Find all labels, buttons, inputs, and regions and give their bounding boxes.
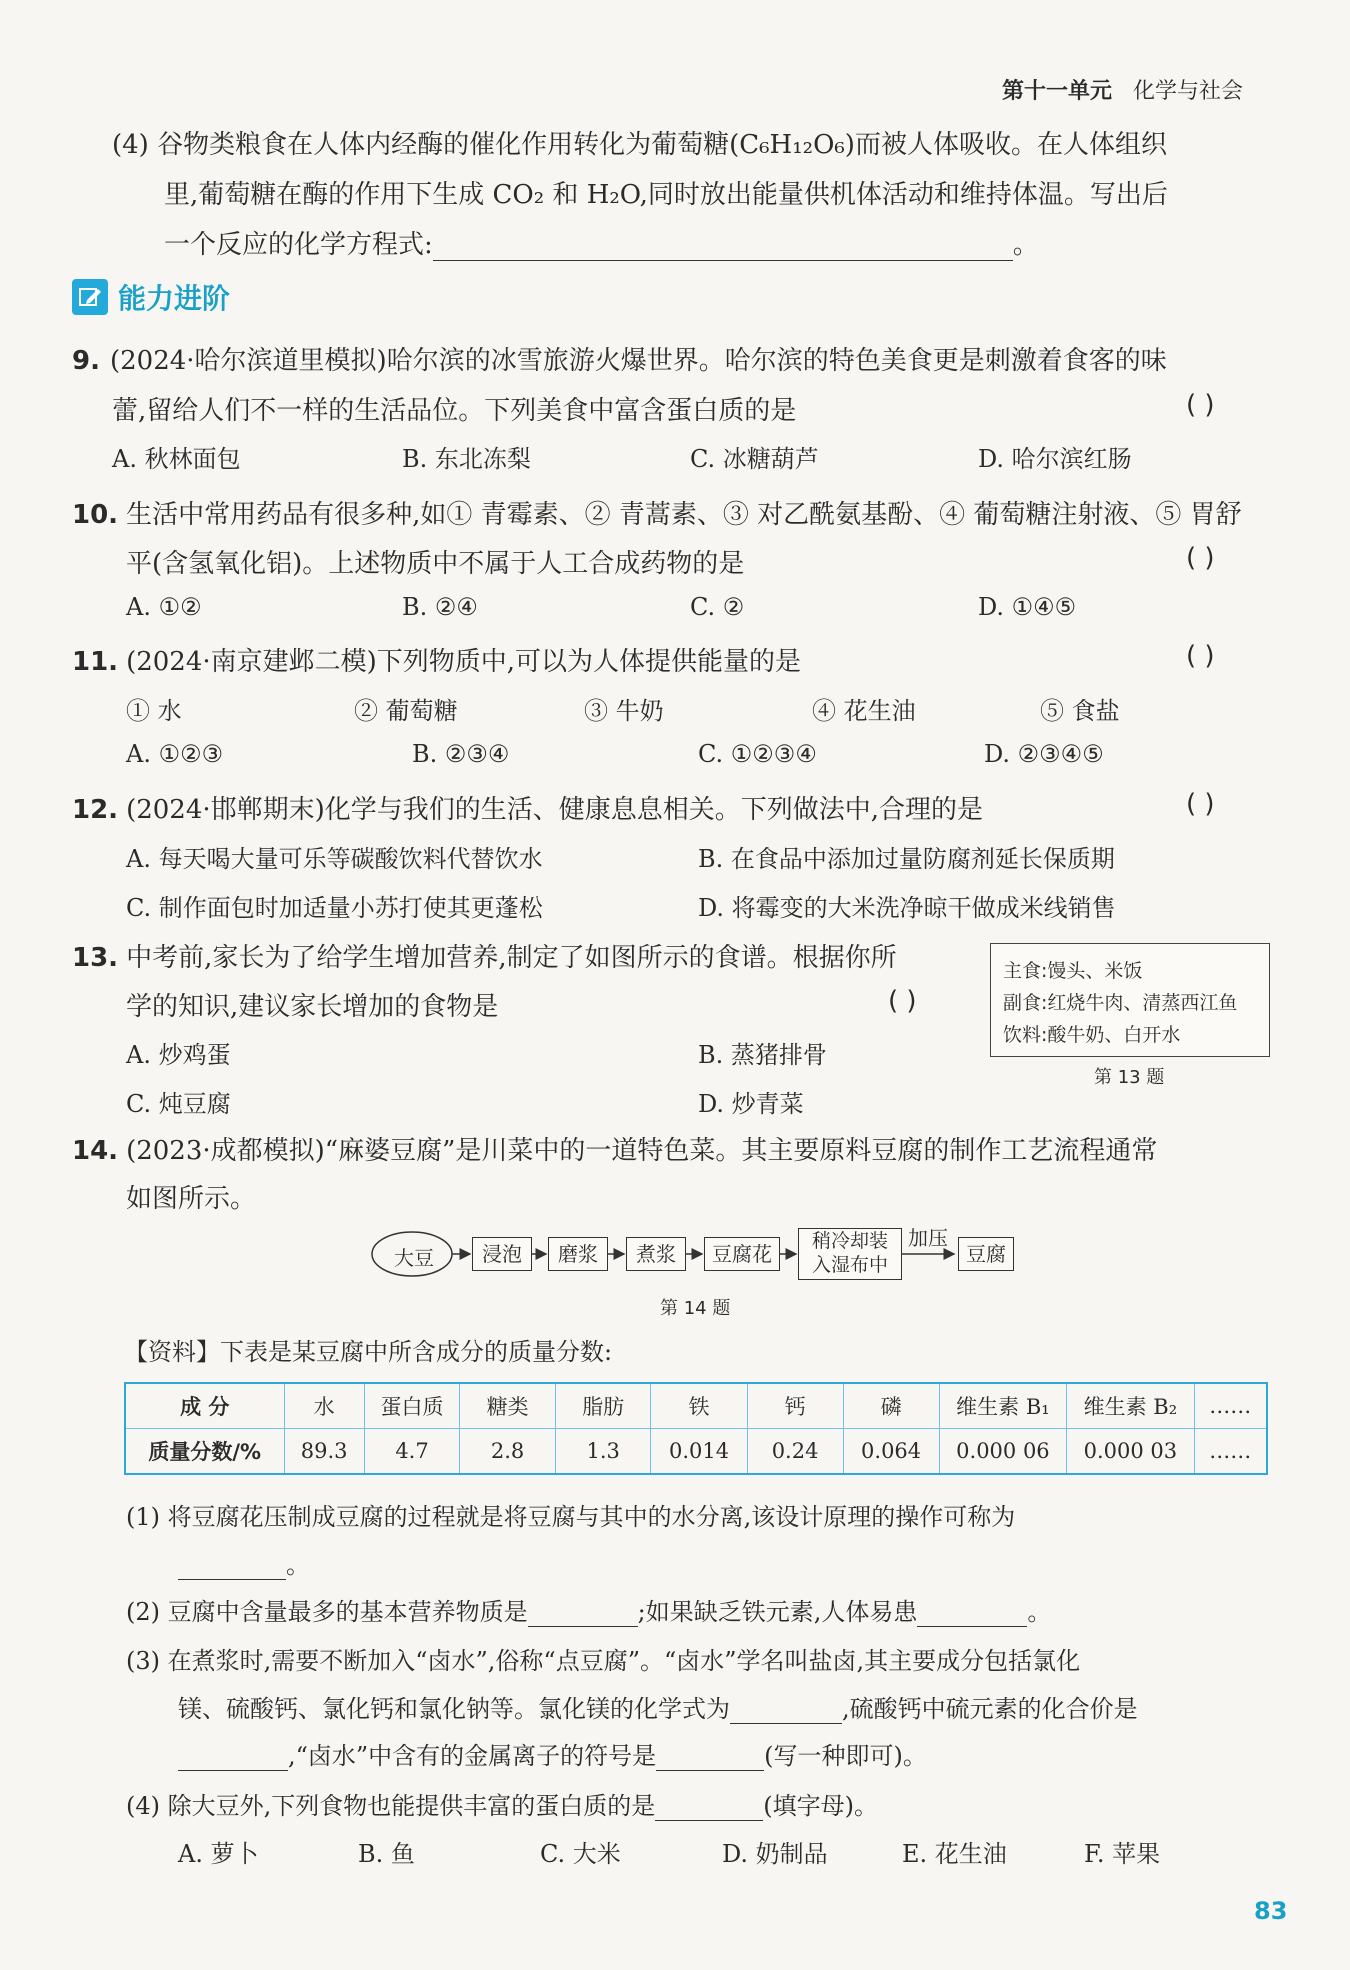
flow-node-boil: 煮浆 xyxy=(626,1237,686,1271)
table-row xyxy=(125,1383,1267,1429)
q-prev-line1: (4) 谷物类粮食在人体内经酶的催化作用转化为葡萄糖(C₆H₁₂O₆)而被人体吸收。在人体组织 xyxy=(112,130,1167,160)
running-header xyxy=(1002,74,1243,105)
q11-item-5: ⑤ 食盐 xyxy=(1040,697,1120,725)
flow-label-press: 加压 xyxy=(908,1226,948,1250)
q14-figure-caption: 第 14 题 xyxy=(660,1298,731,1319)
q13-option-c[interactable]: C. 炖豆腐 xyxy=(126,1090,231,1118)
q14-line2: 如图所示。 xyxy=(126,1184,257,1214)
answer-blank[interactable] xyxy=(656,1744,764,1771)
q11-option-d[interactable]: D. ②③④⑤ xyxy=(984,740,1104,768)
q9-answer-paren[interactable]: ( ) xyxy=(1186,390,1215,420)
q14-sub4-option-a[interactable]: A. 萝卜 xyxy=(178,1840,259,1868)
q9-option-b[interactable]: B. 东北冻梨 xyxy=(402,445,531,473)
page-number: 83 xyxy=(1254,1897,1288,1925)
q12-option-c[interactable]: C. 制作面包时加适量小苏打使其更蓬松 xyxy=(126,894,543,922)
q12-option-a[interactable]: A. 每天喝大量可乐等碳酸饮料代替饮水 xyxy=(126,845,543,873)
table-cell: …… xyxy=(1194,1429,1267,1475)
flow-node-grind: 磨浆 xyxy=(548,1237,608,1271)
q9-option-a[interactable]: A. 秋林面包 xyxy=(112,445,241,473)
q10-option-b[interactable]: B. ②④ xyxy=(402,593,478,621)
q13-answer-paren[interactable]: ( ) xyxy=(888,986,917,1016)
q14-line1: 14. (2023·成都模拟)“麻婆豆腐”是川菜中的一道特色菜。其主要原料豆腐的制作工艺流程通常 xyxy=(72,1136,1158,1166)
q10-line2: 平(含氢氧化铝)。上述物质中不属于人工合成药物的是 xyxy=(126,549,745,579)
table-header-cell: 铁 xyxy=(651,1383,747,1429)
q11-answer-paren[interactable]: ( ) xyxy=(1186,641,1215,671)
table-cell: 质量分数/% xyxy=(125,1429,284,1475)
answer-blank[interactable] xyxy=(178,1553,286,1580)
table-cell: 0.000 06 xyxy=(939,1429,1066,1475)
q14-sub4-option-c[interactable]: C. 大米 xyxy=(540,1840,621,1868)
table-cell: 0.064 xyxy=(843,1429,939,1475)
table-cell: 4.7 xyxy=(364,1429,460,1475)
menu-drink: 饮料:酸牛奶、白开水 xyxy=(1003,1024,1181,1046)
section-label: 能力进阶 xyxy=(118,282,231,315)
table-header-cell: 磷 xyxy=(843,1383,939,1429)
answer-blank[interactable] xyxy=(178,1744,288,1771)
table-header-cell: 维生素 B₂ xyxy=(1067,1383,1194,1429)
q9-line2: 蕾,留给人们不一样的生活品位。下列美食中富含蛋白质的是 xyxy=(112,396,797,426)
q13-option-a[interactable]: A. 炒鸡蛋 xyxy=(126,1041,231,1069)
table-header-cell: 成 分 xyxy=(125,1383,284,1429)
q11-item-4: ④ 花生油 xyxy=(812,697,916,725)
q14-sub4-option-e[interactable]: E. 花生油 xyxy=(902,1840,1007,1868)
table-cell: 0.014 xyxy=(651,1429,747,1475)
q11-item-3: ③ 牛奶 xyxy=(584,697,664,725)
table-cell: 0.000 03 xyxy=(1067,1429,1194,1475)
q14-sub4-line1: (4) 除大豆外,下列食物也能提供丰富的蛋白质的是 (填字母)。 xyxy=(126,1792,878,1820)
q10-option-c[interactable]: C. ② xyxy=(690,593,745,621)
flow-node-soybean: 大豆 xyxy=(394,1246,434,1270)
flow-node-tofu: 豆腐 xyxy=(958,1237,1014,1271)
table-header-cell: …… xyxy=(1194,1383,1267,1429)
q10-option-a[interactable]: A. ①② xyxy=(126,593,202,621)
q12-option-d[interactable]: D. 将霉变的大米洗净晾干做成米线销售 xyxy=(698,894,1116,922)
answer-blank[interactable] xyxy=(730,1697,842,1724)
table-cell: 1.3 xyxy=(555,1429,651,1475)
q13-line1: 13. 中考前,家长为了给学生增加营养,制定了如图所示的食谱。根据你所 xyxy=(72,943,897,973)
q11-option-c[interactable]: C. ①②③④ xyxy=(698,740,817,768)
table-cell: 2.8 xyxy=(460,1429,556,1475)
q10-answer-paren[interactable]: ( ) xyxy=(1186,543,1215,573)
q14-sub3-line3: ,“卤水”中含有的金属离子的符号是 (写一种即可)。 xyxy=(178,1736,927,1771)
q11-option-b[interactable]: B. ②③④ xyxy=(412,740,510,768)
table-header-cell: 糖类 xyxy=(460,1383,556,1429)
table-header-cell: 钙 xyxy=(747,1383,843,1429)
q14-sub3-line2: 镁、硫酸钙、氯化钙和氯化钠等。氯化镁的化学式为 ,硫酸钙中硫元素的化合价是 xyxy=(178,1695,1138,1723)
q10-line1: 10. 生活中常用药品有很多种,如① 青霉素、② 青蒿素、③ 对乙酰氨基酚、④ 葡萄糖注射液、⑤ 胃舒 xyxy=(72,500,1242,530)
answer-blank[interactable] xyxy=(917,1600,1027,1627)
q10-option-d[interactable]: D. ①④⑤ xyxy=(978,593,1077,621)
composition-table xyxy=(124,1382,1268,1475)
answer-blank[interactable] xyxy=(655,1794,763,1821)
q9-option-c[interactable]: C. 冰糖葫芦 xyxy=(690,445,819,473)
section-title xyxy=(72,277,230,317)
q12-line1: 12. (2024·邯郸期末)化学与我们的生活、健康息息相关。下列做法中,合理的是 xyxy=(72,795,984,825)
q-prev-line3: 一个反应的化学方程式: 。 xyxy=(164,230,1039,260)
q11-item-1: ① 水 xyxy=(126,697,182,725)
q14-sub2: (2) 豆腐中含量最多的基本营养物质是 ;如果缺乏铁元素,人体易患 。 xyxy=(126,1598,1052,1626)
q12-answer-paren[interactable]: ( ) xyxy=(1186,789,1215,819)
q13-option-b[interactable]: B. 蒸猪排骨 xyxy=(698,1041,827,1069)
table-row xyxy=(125,1429,1267,1475)
q12-option-b[interactable]: B. 在食品中添加过量防腐剂延长保质期 xyxy=(698,845,1115,873)
q14-sub1-line2: 。 xyxy=(178,1545,310,1580)
answer-blank[interactable] xyxy=(433,234,1013,261)
q13-line2: 学的知识,建议家长增加的食物是 xyxy=(126,992,499,1022)
table-cell: 89.3 xyxy=(284,1429,364,1475)
q-prev-line2: 里,葡萄糖在酶的作用下生成 CO₂ 和 H₂O,同时放出能量供机体活动和维持体温。写出后 xyxy=(164,180,1168,210)
table-header-cell: 维生素 B₁ xyxy=(939,1383,1066,1429)
q14-sub4-option-d[interactable]: D. 奶制品 xyxy=(722,1840,828,1868)
q13-menu-box xyxy=(990,943,1270,1057)
table-header-cell: 脂肪 xyxy=(555,1383,651,1429)
q14-sub3-line1: (3) 在煮浆时,需要不断加入“卤水”,俗称“点豆腐”。“卤水”学名叫盐卤,其主要成分包括氯化 xyxy=(126,1647,1081,1675)
q14-sub4-option-b[interactable]: B. 鱼 xyxy=(358,1840,415,1868)
q9-option-d[interactable]: D. 哈尔滨红肠 xyxy=(978,445,1132,473)
flow-node-cool-wrap: 稍冷却装 入湿布中 xyxy=(798,1228,902,1280)
table-header-cell: 蛋白质 xyxy=(364,1383,460,1429)
flow-node-tofu-flower: 豆腐花 xyxy=(704,1237,780,1271)
q11-line1: 11. (2024·南京建邺二模)下列物质中,可以为人体提供能量的是 xyxy=(72,647,802,677)
q11-item-2: ② 葡萄糖 xyxy=(354,697,458,725)
q14-sub4-option-f[interactable]: F. 苹果 xyxy=(1084,1840,1161,1868)
q11-option-a[interactable]: A. ①②③ xyxy=(126,740,224,768)
q9-line1: 9. (2024·哈尔滨道里模拟)哈尔滨的冰雪旅游火爆世界。哈尔滨的特色美食更是刺激着食客的味 xyxy=(72,346,1167,376)
q14-material: 【资料】下表是某豆腐中所含成分的质量分数: xyxy=(124,1338,613,1366)
q13-option-d[interactable]: D. 炒青菜 xyxy=(698,1090,804,1118)
menu-staple: 主食:馒头、米饭 xyxy=(1003,960,1143,982)
unit-label: 第十一单元 xyxy=(1002,79,1113,104)
pencil-icon xyxy=(72,279,108,315)
chapter-title: 化学与社会 xyxy=(1133,79,1244,104)
answer-blank[interactable] xyxy=(528,1600,638,1627)
table-cell: 0.24 xyxy=(747,1429,843,1475)
flow-node-soak: 浸泡 xyxy=(472,1237,532,1271)
menu-side: 副食:红烧牛肉、清蒸西江鱼 xyxy=(1003,992,1238,1014)
table-header-cell: 水 xyxy=(284,1383,364,1429)
q13-figure-caption: 第 13 题 xyxy=(1094,1067,1165,1088)
q14-sub1-line1: (1) 将豆腐花压制成豆腐的过程就是将豆腐与其中的水分离,该设计原理的操作可称为 xyxy=(126,1503,1016,1531)
